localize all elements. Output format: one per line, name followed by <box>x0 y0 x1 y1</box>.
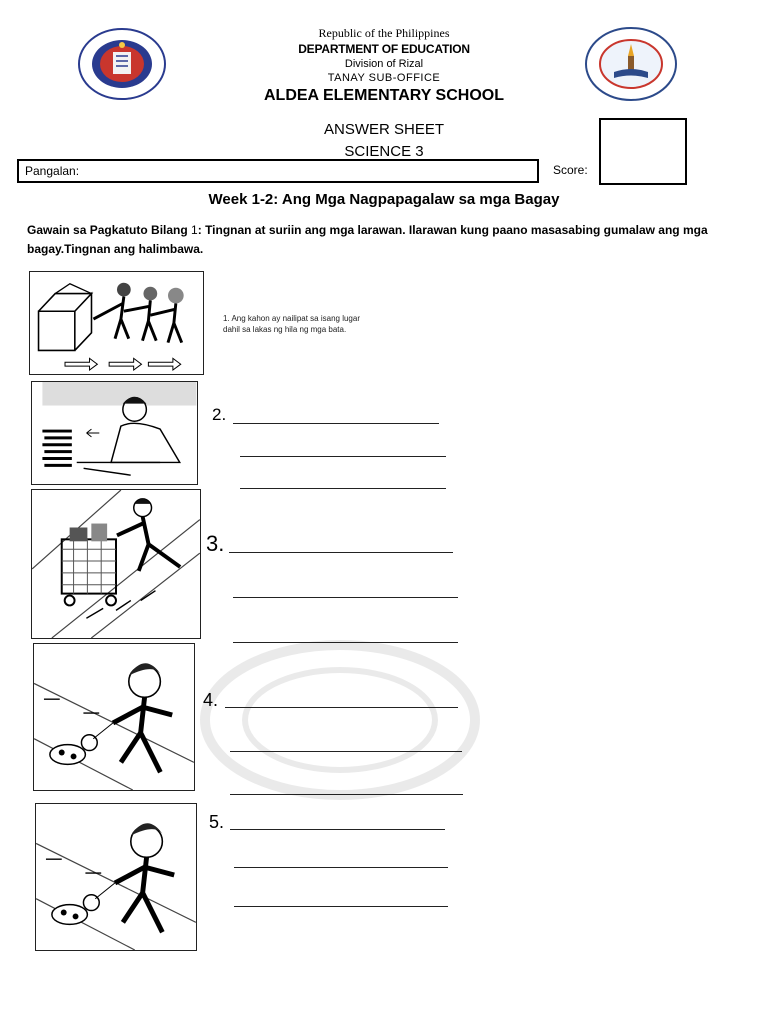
picture-boy-walking-dog-5 <box>35 803 197 951</box>
picture-girl-pulling-cloth <box>31 381 198 485</box>
answer-line-2a[interactable] <box>233 423 439 424</box>
answer-line-5b[interactable] <box>234 867 448 868</box>
example-picture-box-pull <box>29 271 204 375</box>
answer-line-4c[interactable] <box>230 794 463 795</box>
sub-office-line: TANAY SUB-OFFICE <box>327 72 441 84</box>
instruction-prefix: Gawain sa Pagkatuto Bilang <box>27 223 192 237</box>
week-title: Week 1-2: Ang Mga Nagpapagalaw sa mga Bagay <box>208 191 560 208</box>
score-label: Score: <box>553 163 588 177</box>
answer-line-5c[interactable] <box>234 906 448 907</box>
answer-line-2c[interactable] <box>240 488 446 489</box>
picture-boy-walking-dog-4 <box>33 643 195 791</box>
instruction-number: 1 <box>191 223 198 237</box>
sheet-title: ANSWER SHEET <box>323 121 444 138</box>
item-number-4: 4. <box>203 690 219 710</box>
answer-line-2b[interactable] <box>240 456 446 457</box>
watermark-seal <box>200 640 480 800</box>
school-name: ALDEA ELEMENTARY SCHOOL <box>263 87 504 104</box>
answer-line-3a[interactable] <box>229 552 453 553</box>
name-field[interactable] <box>17 159 539 183</box>
instruction-text <box>27 221 737 259</box>
item-number-2: 2. <box>212 405 227 424</box>
answer-line-3c[interactable] <box>233 642 458 643</box>
picture-boy-pushing-cart <box>31 489 201 639</box>
answer-line-4a[interactable] <box>225 707 458 708</box>
name-label: Pangalan: <box>25 164 80 178</box>
score-box[interactable] <box>599 118 687 185</box>
item-number-3: 3. <box>206 531 225 556</box>
answer-line-4b[interactable] <box>230 751 462 752</box>
answer-line-3b[interactable] <box>233 597 458 598</box>
instruction-body: : Tingnan at suriin ang mga larawan. Ilarawan kung paano masasabing gumalaw ang mga bagay.Tingnan ang halimbawa. <box>27 223 708 256</box>
item-number-5: 5. <box>209 812 225 832</box>
answer-line-5a[interactable] <box>230 829 445 830</box>
example-answer: 1. Ang kahon ay nailipat sa isang lugar dahil sa lakas ng hila ng mga bata. <box>223 314 360 334</box>
republic-line: Republic of the Philippines <box>318 26 450 40</box>
division-line: Division of Rizal <box>344 58 424 70</box>
subject-title: SCIENCE 3 <box>344 143 424 160</box>
department-line: DEPARTMENT OF EDUCATION <box>298 42 470 56</box>
